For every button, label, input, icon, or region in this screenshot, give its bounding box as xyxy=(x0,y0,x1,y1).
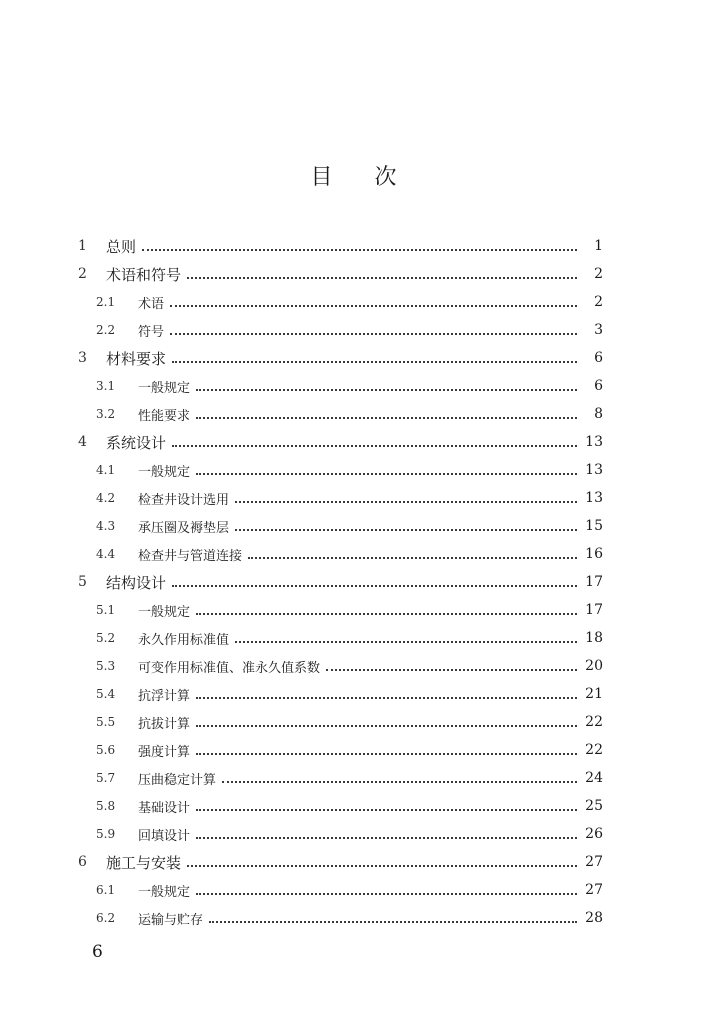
toc-entry-page: 27 xyxy=(585,882,603,898)
toc-entry-title: 总则 xyxy=(106,237,137,256)
dot-leader xyxy=(172,584,577,587)
toc-entry-page: 13 xyxy=(585,434,603,450)
toc-entry-page: 21 xyxy=(585,686,603,702)
dot-leader xyxy=(170,304,577,307)
toc-entry-title: 术语和符号 xyxy=(106,265,182,284)
dot-leader xyxy=(196,696,577,699)
page-title: 目 次 xyxy=(310,165,397,190)
toc-entry-number: 6.1 xyxy=(96,883,116,897)
toc-chapter-row[interactable] xyxy=(78,568,603,596)
toc-entry-title: 符号 xyxy=(138,324,165,340)
toc-entry-title: 运输与贮存 xyxy=(138,912,204,928)
toc-entry-number: 5.8 xyxy=(96,799,116,813)
toc-entry-number: 5.5 xyxy=(96,715,116,729)
dot-leader xyxy=(235,500,577,503)
dot-leader xyxy=(196,416,577,419)
toc-entry-page: 6 xyxy=(594,350,603,366)
toc-entry-page: 13 xyxy=(585,462,603,478)
dot-leader xyxy=(187,276,577,279)
dot-leader xyxy=(248,556,577,559)
toc-section-row[interactable] xyxy=(78,820,603,848)
toc-entry-page: 26 xyxy=(585,826,603,842)
toc-entry-page: 20 xyxy=(585,658,603,674)
toc-entry-title: 压曲稳定计算 xyxy=(138,772,217,788)
toc-entry-title: 强度计算 xyxy=(138,744,191,760)
toc-entry-title: 术语 xyxy=(138,296,165,312)
toc-entry-title: 可变作用标准值、准永久值系数 xyxy=(138,660,321,676)
toc-entry-number: 3.2 xyxy=(96,407,116,421)
toc-section-row[interactable] xyxy=(78,708,603,736)
toc-entry-title: 检查井设计选用 xyxy=(138,492,230,508)
toc-entry-title: 检查井与管道连接 xyxy=(138,548,243,564)
toc-section-row[interactable] xyxy=(78,596,603,624)
toc-entry-title: 抗浮计算 xyxy=(138,688,191,704)
toc-entry-title: 一般规定 xyxy=(138,604,191,620)
toc-entry-title: 施工与安装 xyxy=(106,853,182,872)
toc-entry-title: 抗拔计算 xyxy=(138,716,191,732)
dot-leader xyxy=(235,528,577,531)
toc-entry-page: 13 xyxy=(585,490,603,506)
toc-entry-page: 6 xyxy=(594,378,603,394)
dot-leader xyxy=(209,920,577,923)
toc-entry-number: 2 xyxy=(78,266,87,282)
toc-entry-title: 一般规定 xyxy=(138,380,191,396)
toc-entry-title: 回填设计 xyxy=(138,828,191,844)
toc-section-row[interactable] xyxy=(78,316,603,344)
toc-entry-page: 28 xyxy=(585,910,603,926)
toc-entry-page: 1 xyxy=(594,238,603,254)
toc-entry-number: 5.7 xyxy=(96,771,116,785)
toc-section-row[interactable] xyxy=(78,764,603,792)
dot-leader xyxy=(142,248,577,251)
toc-entry-title: 基础设计 xyxy=(138,800,191,816)
dot-leader xyxy=(172,444,577,447)
toc-entry-title: 一般规定 xyxy=(138,464,191,480)
toc-entry-number: 5.6 xyxy=(96,743,116,757)
toc-chapter-row[interactable] xyxy=(78,848,603,876)
toc-section-row[interactable] xyxy=(78,904,603,932)
toc-entry-number: 6.2 xyxy=(96,911,116,925)
dot-leader xyxy=(170,332,577,335)
toc-entry-number: 5.2 xyxy=(96,631,116,645)
toc-entry-number: 3 xyxy=(78,350,87,366)
toc-entry-number: 5.1 xyxy=(96,603,116,617)
toc-entry-page: 22 xyxy=(585,742,603,758)
toc-entry-number: 5.4 xyxy=(96,687,116,701)
toc-chapter-row[interactable] xyxy=(78,260,603,288)
toc-section-row[interactable] xyxy=(78,372,603,400)
dot-leader xyxy=(187,864,577,867)
toc-entry-title: 永久作用标准值 xyxy=(138,632,230,648)
dot-leader xyxy=(196,388,577,391)
toc-section-row[interactable] xyxy=(78,484,603,512)
toc-entry-number: 5 xyxy=(78,574,87,590)
page-number: 6 xyxy=(92,942,103,962)
toc-entry-page: 16 xyxy=(585,546,603,562)
toc-entry-title: 结构设计 xyxy=(106,573,167,592)
toc-section-row[interactable] xyxy=(78,652,603,680)
toc-entry-page: 25 xyxy=(585,798,603,814)
dot-leader xyxy=(172,360,577,363)
toc-entry-title: 系统设计 xyxy=(106,433,167,452)
toc-entry-number: 2.2 xyxy=(96,323,116,337)
toc-entry-number: 4.3 xyxy=(96,519,116,533)
toc-entry-page: 18 xyxy=(585,630,603,646)
toc-entry-page: 22 xyxy=(585,714,603,730)
dot-leader xyxy=(196,836,577,839)
toc-chapter-row[interactable] xyxy=(78,232,603,260)
toc-section-row[interactable] xyxy=(78,624,603,652)
toc-entry-number: 1 xyxy=(78,238,87,254)
toc-entry-title: 性能要求 xyxy=(138,408,191,424)
toc-section-row[interactable] xyxy=(78,512,603,540)
toc-section-row[interactable] xyxy=(78,736,603,764)
toc-entry-number: 4.2 xyxy=(96,491,116,505)
toc-entry-number: 4.1 xyxy=(96,463,116,477)
toc-entry-page: 17 xyxy=(585,602,603,618)
dot-leader xyxy=(196,472,577,475)
toc-entry-number: 4.4 xyxy=(96,547,116,561)
toc-entry-page: 2 xyxy=(594,266,603,282)
toc-entry-title: 一般规定 xyxy=(138,884,191,900)
toc-entry-page: 2 xyxy=(594,294,603,310)
toc-entry-number: 6 xyxy=(78,854,87,870)
toc-section-row[interactable] xyxy=(78,288,603,316)
toc-entry-number: 5.3 xyxy=(96,659,116,673)
toc-entry-number: 5.9 xyxy=(96,827,116,841)
toc-entry-page: 24 xyxy=(585,770,603,786)
toc-entry-number: 4 xyxy=(78,434,87,450)
dot-leader xyxy=(196,752,577,755)
toc-entry-page: 3 xyxy=(594,322,603,338)
toc-section-row[interactable] xyxy=(78,456,603,484)
dot-leader xyxy=(196,724,577,727)
dot-leader xyxy=(196,892,577,895)
dot-leader xyxy=(196,612,577,615)
toc-section-row[interactable] xyxy=(78,540,603,568)
toc-section-row[interactable] xyxy=(78,876,603,904)
toc-entry-page: 15 xyxy=(585,518,603,534)
toc-chapter-row[interactable] xyxy=(78,428,603,456)
toc-entry-title: 承压圈及褥垫层 xyxy=(138,520,230,536)
toc-section-row[interactable] xyxy=(78,792,603,820)
dot-leader xyxy=(326,668,577,671)
toc-section-row[interactable] xyxy=(78,680,603,708)
toc-entry-page: 8 xyxy=(594,406,603,422)
toc-entry-title: 材料要求 xyxy=(106,349,167,368)
dot-leader xyxy=(235,640,577,643)
toc-entry-page: 17 xyxy=(585,574,603,590)
dot-leader xyxy=(196,808,577,811)
toc-entry-page: 27 xyxy=(585,854,603,870)
table-of-contents xyxy=(78,232,603,932)
dot-leader xyxy=(222,780,577,783)
toc-chapter-row[interactable] xyxy=(78,344,603,372)
toc-entry-number: 2.1 xyxy=(96,295,116,309)
toc-section-row[interactable] xyxy=(78,400,603,428)
toc-entry-number: 3.1 xyxy=(96,379,116,393)
